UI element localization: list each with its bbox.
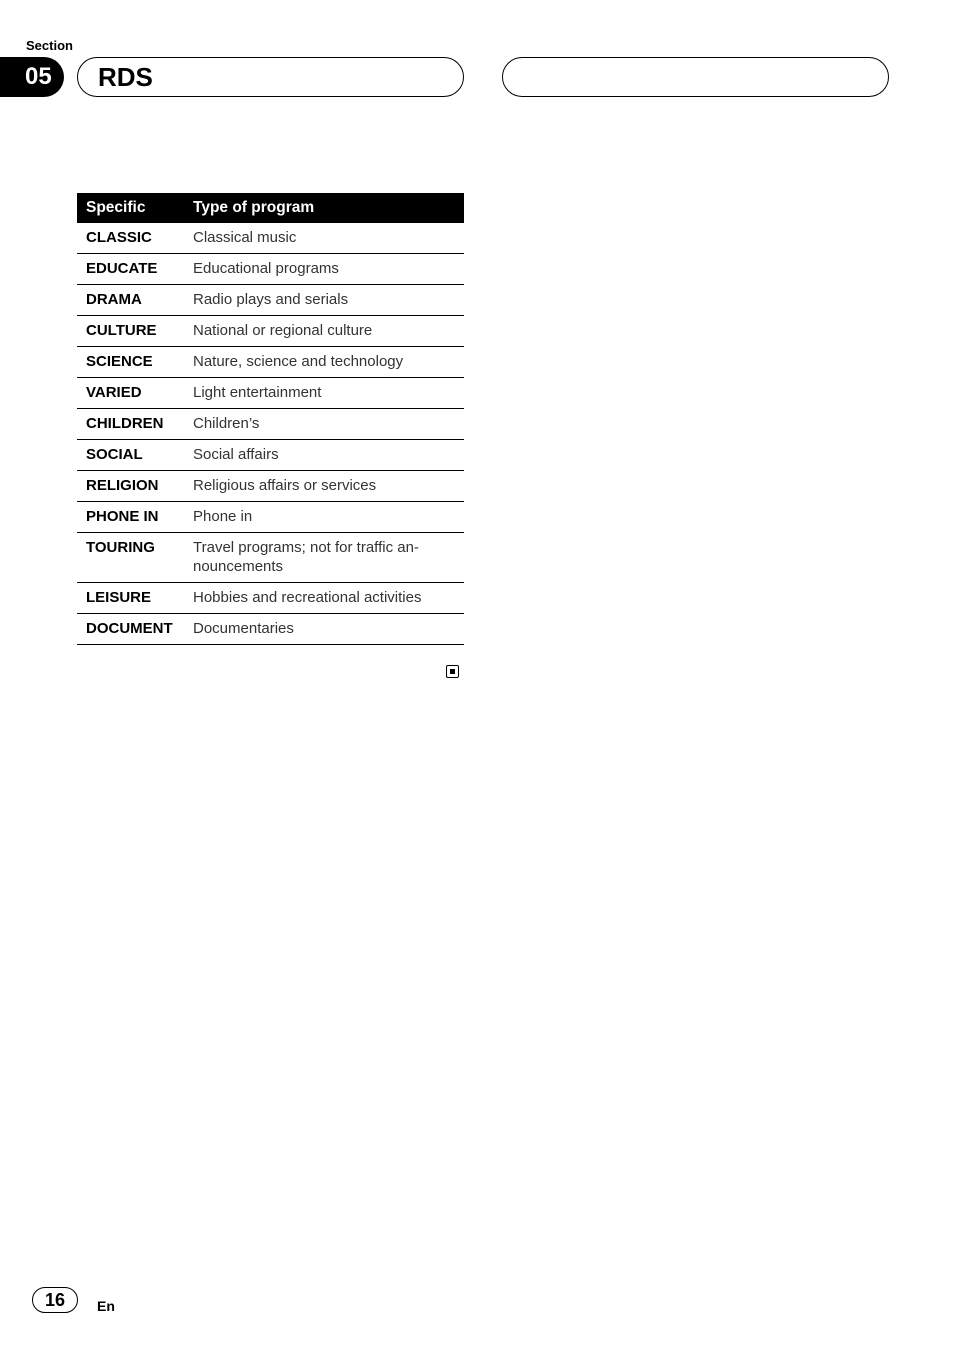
- program-description: Documentaries: [184, 614, 464, 645]
- section-label: Section: [26, 38, 73, 53]
- table-row: [77, 471, 464, 502]
- section-number-tab: 05: [0, 57, 64, 97]
- right-header-pill: [502, 57, 889, 97]
- program-description: Children’s: [184, 409, 464, 440]
- program-description: Religious affairs or services: [184, 471, 464, 502]
- page-title: RDS: [98, 62, 153, 92]
- table-row: [77, 614, 464, 645]
- table-row: [77, 378, 464, 409]
- program-code: SOCIAL: [77, 440, 184, 471]
- table-row: [77, 316, 464, 347]
- page-number: 16: [32, 1287, 78, 1313]
- program-code: CULTURE: [77, 316, 184, 347]
- table-row: [77, 223, 464, 254]
- program-code: TOURING: [77, 533, 184, 583]
- program-description: Educational programs: [184, 254, 464, 285]
- program-code: CLASSIC: [77, 223, 184, 254]
- program-description: Nature, science and technology: [184, 347, 464, 378]
- program-description: Light entertainment: [184, 378, 464, 409]
- program-description: Radio plays and serials: [184, 285, 464, 316]
- program-description: Hobbies and recreational activities: [184, 583, 464, 614]
- program-description: Phone in: [184, 502, 464, 533]
- language-code: En: [97, 1298, 115, 1314]
- table-row: [77, 347, 464, 378]
- program-code: SCIENCE: [77, 347, 184, 378]
- table-row: [77, 502, 464, 533]
- table-row: [77, 285, 464, 316]
- program-code: DRAMA: [77, 285, 184, 316]
- table-row: [77, 409, 464, 440]
- program-description: National or regional culture: [184, 316, 464, 347]
- title-pill: [77, 57, 464, 97]
- end-of-section-icon: [446, 665, 459, 678]
- program-type-table: [77, 193, 464, 645]
- program-code: CHILDREN: [77, 409, 184, 440]
- program-code: RELIGION: [77, 471, 184, 502]
- program-code: DOCUMENT: [77, 614, 184, 645]
- program-code: EDUCATE: [77, 254, 184, 285]
- program-description: Travel programs; not for traffic an-nouncements: [184, 533, 464, 583]
- program-code: LEISURE: [77, 583, 184, 614]
- table-row: [77, 583, 464, 614]
- column-header-type: Type of program: [184, 193, 464, 223]
- program-code: PHONE IN: [77, 502, 184, 533]
- table-header-row: [77, 193, 464, 223]
- table-row: [77, 254, 464, 285]
- program-code: VARIED: [77, 378, 184, 409]
- table-row: [77, 440, 464, 471]
- program-description: Social affairs: [184, 440, 464, 471]
- table-row: [77, 533, 464, 583]
- column-header-specific: Specific: [77, 193, 184, 223]
- program-description: Classical music: [184, 223, 464, 254]
